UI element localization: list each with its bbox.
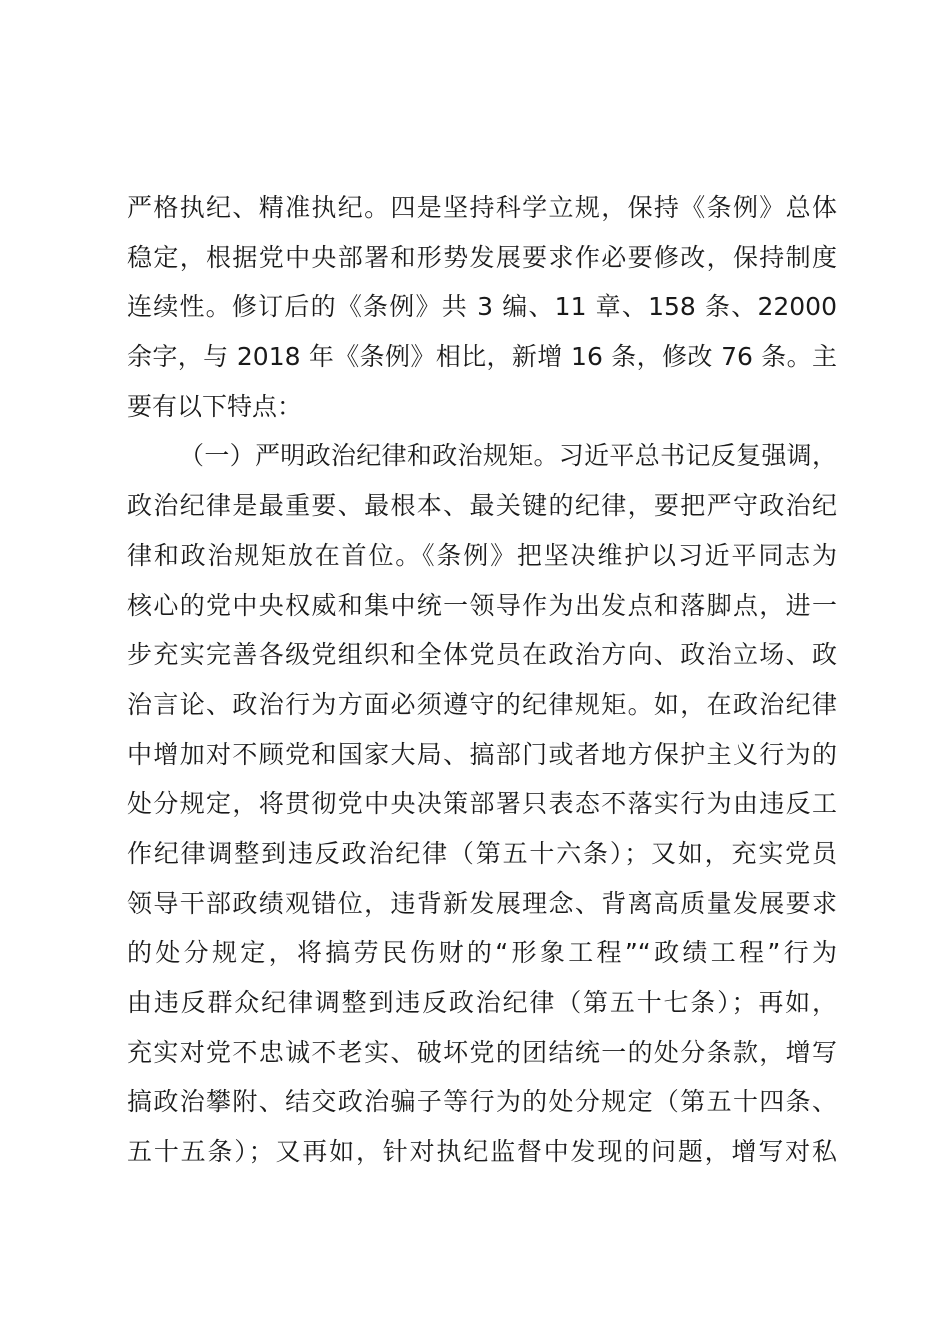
body-text [127,183,837,1177]
text-line: 严格执纪、精准执纪。四是坚持科学立规，保持《条例》总体 [127,193,837,222]
text-line: 充实对党不忠诚不老实、破坏党的团结统一的处分条款，增写 [127,1037,837,1067]
text-line: 要有以下特点： [127,391,303,421]
text-line: 作纪律调整到违反政治纪律（第五十六条）；又如，充实党员 [127,838,837,868]
text-line: 稳定，根据党中央部署和形势发展要求作必要修改，保持制度 [127,242,837,272]
text-line: 连续性。修订后的《条例》共 3 编、11 章、158 条、22000 [127,292,837,322]
text-line: 五十五条）；又再如，针对执纪监督中发现的问题，增写对私 [127,1137,837,1167]
text-line: 核心的党中央权威和集中统一领导作为出发点和落脚点，进一 [127,590,837,620]
text-line: 由违反群众纪律调整到违反政治纪律（第五十七条）；再如， [127,988,837,1017]
text-line: 步充实完善各级党组织和全体党员在政治方向、政治立场、政 [127,640,837,670]
text-line: 搞政治攀附、结交政治骗子等行为的处分规定（第五十四条、 [127,1087,837,1117]
text-line: 处分规定，将贯彻党中央决策部署只表态不落实行为由违反工 [127,789,837,819]
text-line: 中增加对不顾党和国家大局、搞部门或者地方保护主义行为的 [127,739,837,769]
text-line: 余字，与 2018 年《条例》相比，新增 16 条，修改 76 条。主 [127,342,837,372]
section-heading-line: （一）严明政治纪律和政治规矩。习近平总书记反复强调， [179,441,837,471]
text-line: 律和政治规矩放在首位。《条例》把坚决维护以习近平同志为 [127,540,837,570]
text-line: 政治纪律是最重要、最根本、最关键的纪律，要把严守政治纪 [127,491,837,521]
text-line: 领导干部政绩观错位，违背新发展理念、背离高质量发展要求 [127,888,837,918]
text-line: 的处分规定，将搞劳民伤财的“形象工程”“政绩工程”行为 [127,938,837,968]
text-line: 治言论、政治行为方面必须遵守的纪律规矩。如，在政治纪律 [127,689,837,719]
